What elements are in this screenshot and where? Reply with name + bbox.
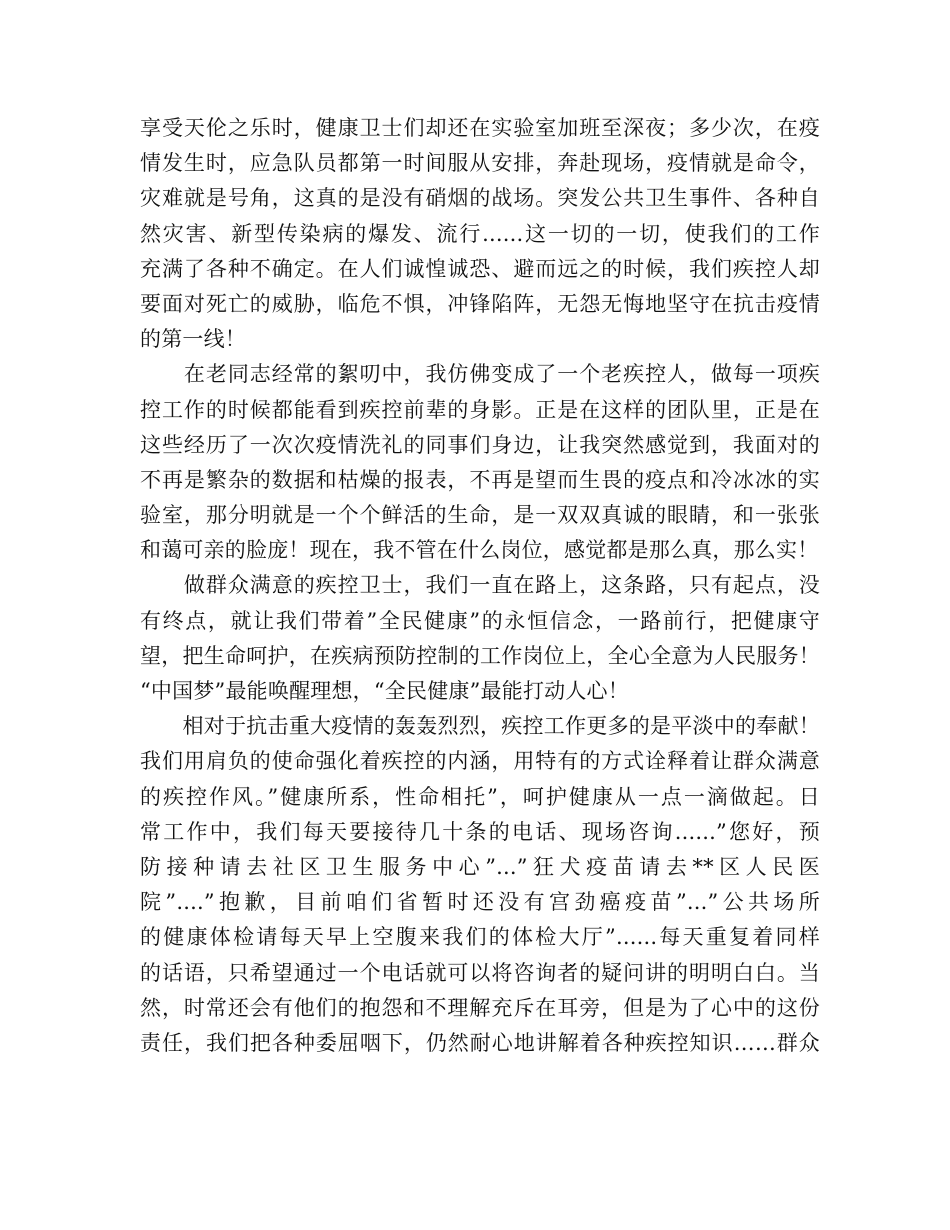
text-line: 情发生时，应急队员都第一时间服从安排，奔赴现场，疫情就是命令， (140, 151, 820, 176)
text-line: 做群众满意的疾控卫士，我们一直在路上，这条路，只有起点，没 (140, 573, 820, 598)
text-line: 验室，那分明就是一个个鲜活的生命，是一双双真诚的眼睛，和一张张 (140, 503, 820, 528)
text-line: 充满了各种不确定。在人们诚惶诚恐、避而远之的时候，我们疾控人却 (140, 256, 820, 281)
text-line: 责任，我们把各种委屈咽下，仍然耐心地讲解着各种疾控知识……群众 (140, 1030, 820, 1055)
text-line: 望，把生命呵护，在疾病预防控制的工作岗位上，全心全意为人民服务！ (140, 643, 820, 668)
text-line: 的疾控作风。”健康所系，性命相托”，呵护健康从一点一滴做起。日 (140, 784, 820, 809)
text-line: 的第一线！ (140, 327, 246, 352)
text-line: 院”....”抱歉，目前咱们省暂时还没有宫劲癌疫苗”...”公共场所 (140, 890, 820, 915)
text-line: “中国梦”最能唤醒理想，“全民健康”最能打动人心！ (140, 679, 629, 703)
text-line: 防接种请去社区卫生服务中心”...”狂犬疫苗请去**区人民医 (140, 854, 820, 879)
text-line: 这些经历了一次次疫情洗礼的同事们身边，让我突然感觉到，我面对的 (140, 432, 820, 457)
text-line: 和蔼可亲的脸庞！现在，我不管在什么岗位，感觉都是那么真，那么实！ (140, 538, 819, 563)
text-line: 的话语，只希望通过一个电话就可以将咨询者的疑问讲的明明白白。当 (140, 960, 820, 985)
text-line: 常工作中，我们每天要接待几十条的电话、现场咨询......”您好，预 (140, 819, 820, 844)
text-line: 在老同志经常的絮叨中，我仿佛变成了一个老疾控人，做每一项疾 (140, 362, 820, 387)
text-line: 灾难就是号角，这真的是没有硝烟的战场。突发公共卫生事件、各种自 (140, 186, 820, 211)
text-line: 控工作的时候都能看到疾控前辈的身影。正是在这样的团队里，正是在 (140, 397, 820, 422)
text-line: 我们用肩负的使命强化着疾控的内涵，用特有的方式诠释着让群众满意 (140, 749, 820, 774)
text-line: 相对于抗击重大疫情的轰轰烈烈，疾控工作更多的是平淡中的奉献！ (140, 714, 820, 739)
text-line: 不再是繁杂的数据和枯燥的报表，不再是望而生畏的疫点和冷冰冰的实 (140, 467, 820, 492)
text-line: 享受天伦之乐时，健康卫士们却还在实验室加班至深夜；多少次，在疫 (140, 116, 820, 140)
text-line: 有终点，就让我们带着”全民健康”的永恒信念，一路前行，把健康守 (140, 608, 820, 633)
document-page (140, 111, 820, 1061)
text-line: 然，时常还会有他们的抱怨和不理解充斥在耳旁，但是为了心中的这份 (140, 995, 820, 1020)
text-line: 要面对死亡的威胁，临危不惧，冲锋陷阵，无怨无悔地坚守在抗击疫情 (140, 291, 820, 316)
text-line: 的健康体检请每天早上空腹来我们的体检大厅”......每天重复着同样 (140, 925, 820, 950)
text-line: 然灾害、新型传染病的爆发、流行......这一切的一切，使我们的工作 (140, 221, 820, 246)
